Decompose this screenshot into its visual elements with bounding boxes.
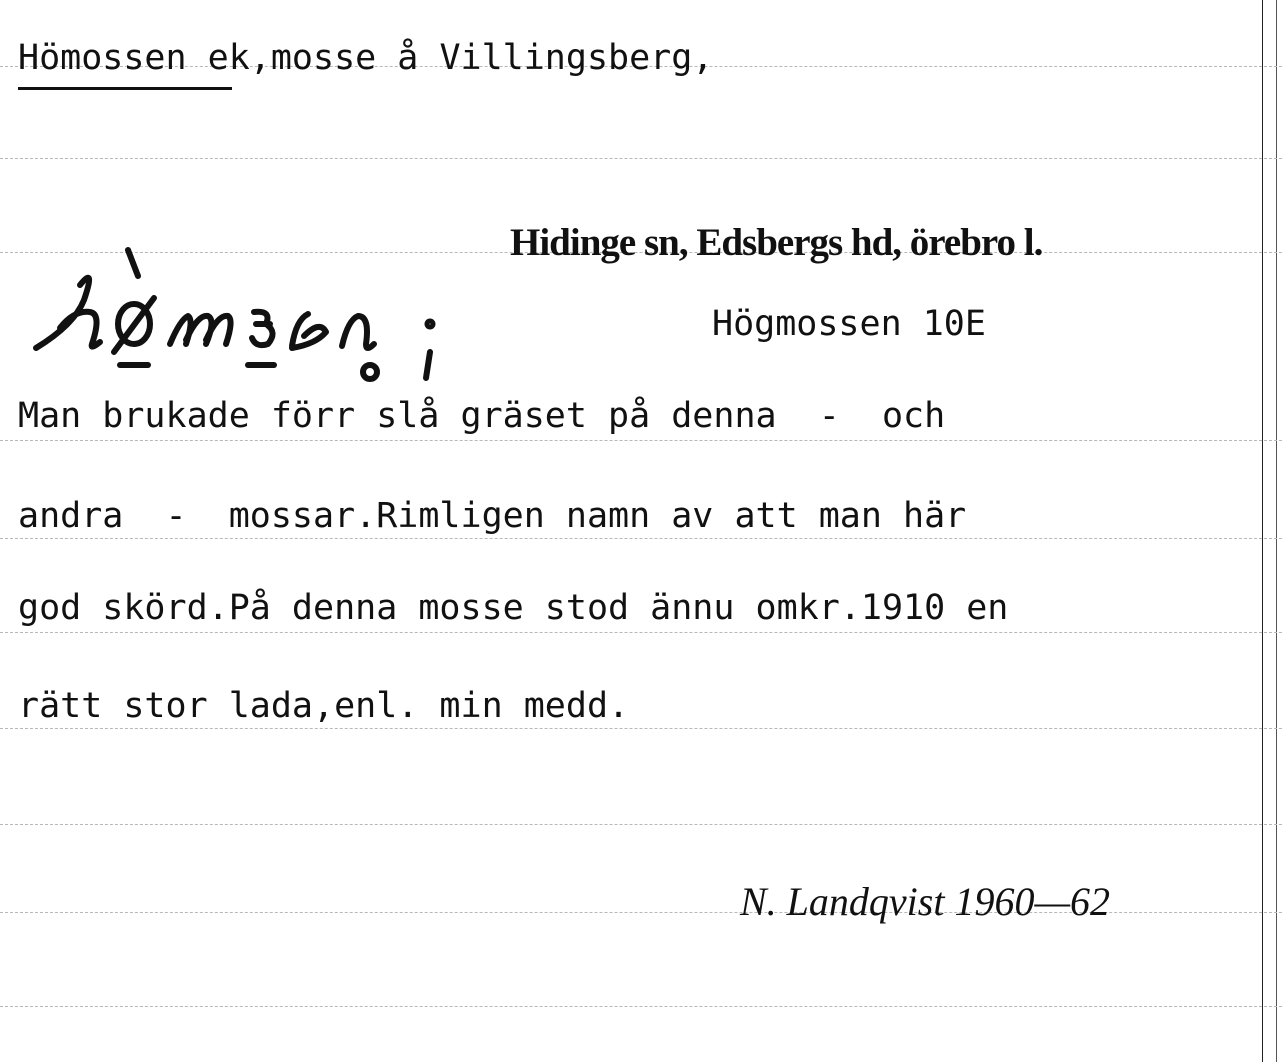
body-line: god skörd.På denna mosse stod ännu omkr.1910 en bbox=[18, 588, 1009, 628]
ruled-line bbox=[0, 728, 1282, 729]
ruled-line bbox=[0, 1006, 1282, 1007]
body-line: Man brukade förr slå gräset på denna - och bbox=[18, 396, 946, 436]
card-edge bbox=[1262, 0, 1263, 1062]
ruled-line bbox=[0, 158, 1282, 159]
ruled-line bbox=[0, 824, 1282, 825]
phonetic-transcription bbox=[20, 240, 460, 390]
headword: Hömossen bbox=[18, 38, 187, 78]
ruled-line bbox=[0, 440, 1282, 441]
card-edge bbox=[1276, 0, 1277, 1062]
headline bbox=[18, 38, 713, 78]
signature: N. Landqvist 1960—62 bbox=[740, 879, 1111, 924]
parish-location: Hidinge sn, Edsbergs hd, örebro l. bbox=[510, 221, 1043, 264]
headword-underline bbox=[18, 87, 232, 90]
body-line: andra - mossar.Rimligen namn av att man här bbox=[18, 496, 967, 536]
map-reference: Högmossen 10E bbox=[712, 304, 986, 344]
ruled-line bbox=[0, 538, 1282, 539]
headword-description: ek,mosse å Villingsberg, bbox=[186, 38, 714, 78]
ruled-line bbox=[0, 632, 1282, 633]
body-line: rätt stor lada,enl. min medd. bbox=[18, 686, 630, 726]
